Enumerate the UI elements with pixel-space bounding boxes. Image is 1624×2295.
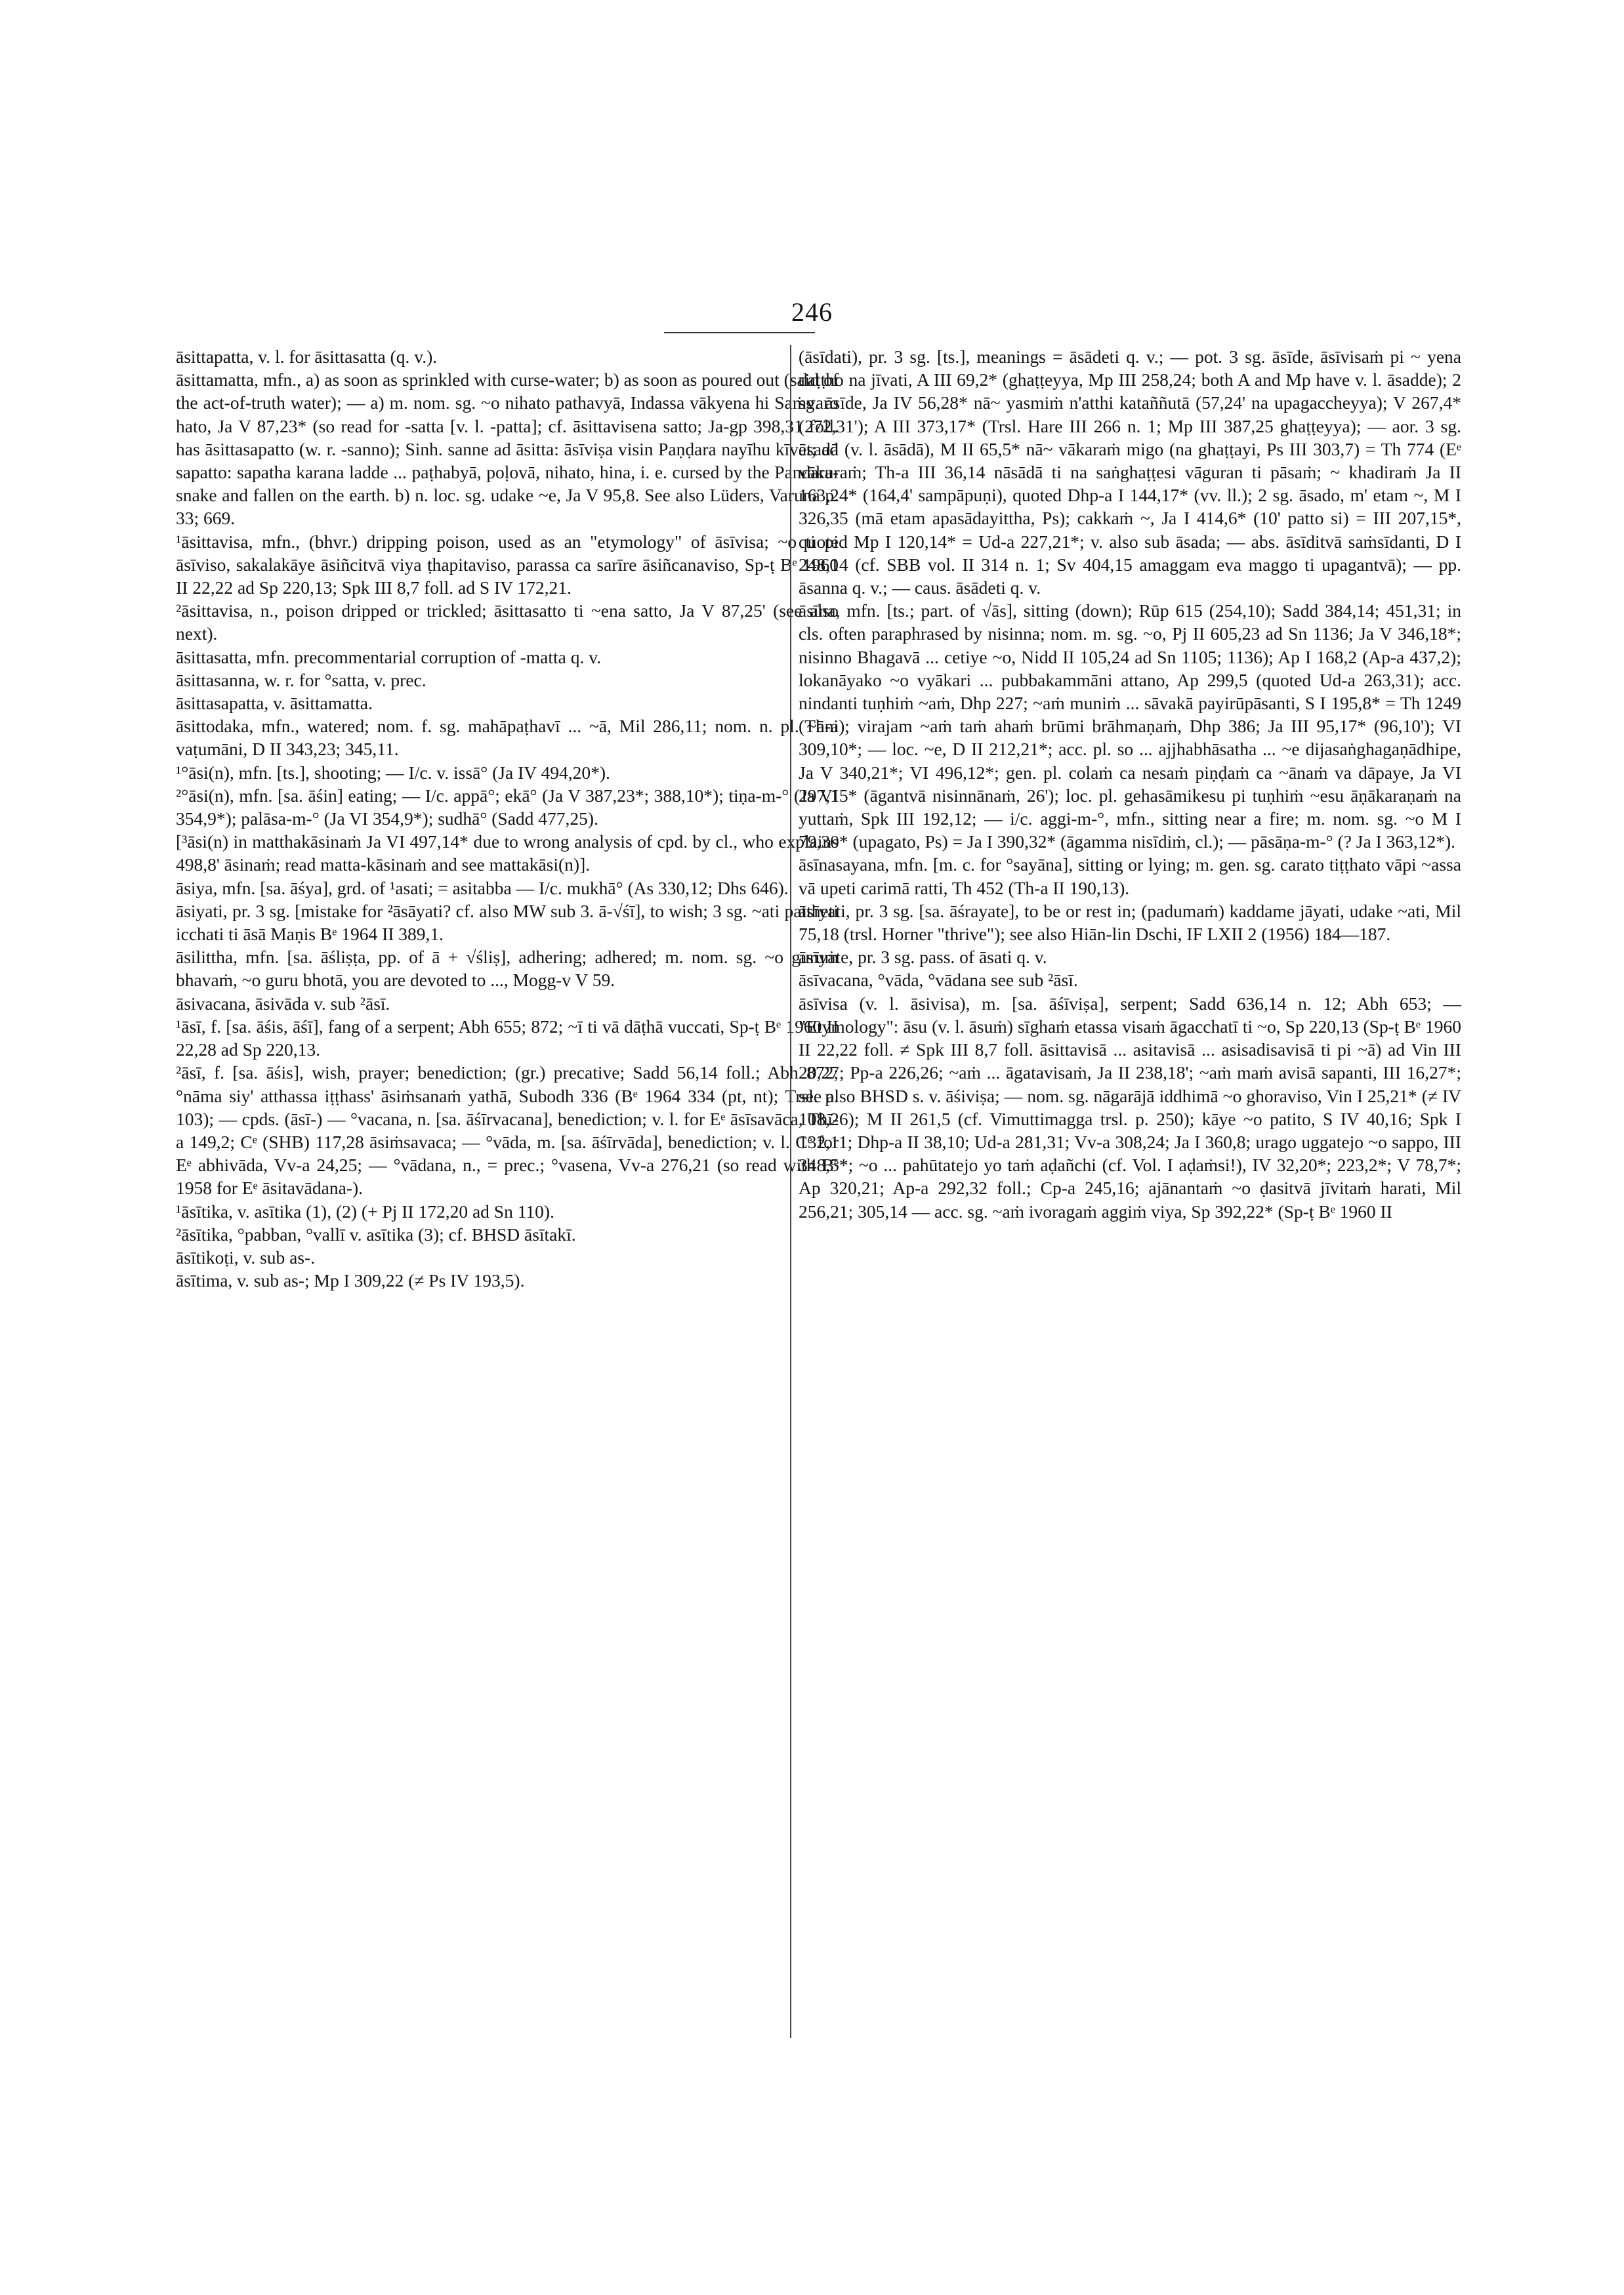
dictionary-entry: āsivacana, āsivāda v. sub ²āsī. [176,993,390,1014]
right-column [799,345,1461,1223]
dictionary-entry: āsīyate, pr. 3 sg. pass. of āsati q. v. [799,947,1047,968]
dictionary-entry: ¹āsītika, v. asītika (1), (2) (+ Pj II 172,20 ad Sn 110). [176,1201,554,1222]
dictionary-entry: ¹°āsi(n), mfn. [ts.], shooting; — I/c. v. issā° (Ja IV 494,20*). [176,762,610,783]
dictionary-entry: ¹āsī, f. [sa. āśis, āśī], fang of a serpent; Abh 655; 872; ~ī ti vā dāṭhā vuccati, Sp-ṭ Bᵉ 1960 II 22,28 ad Sp 220,13. [176,1016,839,1060]
dictionary-entry: ²°āsi(n), mfn. [sa. āśin] eating; — I/c. appā°; ekā° (Ja V 387,23*; 388,10*); tiṇa-m-° (Ja VI 354,9*); palāsa-m-° (Ja VI 354,9*); sudhā° (Sadd 477,25). [176,785,839,829]
dictionary-entry: āsīvacana, °vāda, °vādana see sub ²āsī. [799,970,1078,991]
dictionary-entry: āsittamatta, mfn., a) as soon as sprinkled with curse-water; b) as soon as poured out (said of the act-of-truth water); — a) m. nom. sg. ~o nihato pathavyā, Indassa vākyena hi Saṁvaro hato, Ja V 87,23* (so read for -satta [v. l. -patta]; cf. āsittavisena satto; Ja-gp 398,31 foll. has āsittasapatto (w. r. -sanno); Sinh. sanne ad āsitta: āsīviṣa visin Paṇḍara nayīhu kīvet; ad sapatto: sapatha karana ladde ... paṭhabyā, poḷovā, nihato, hina, i. e. cursed by the Pandara-snake and fallen on the earth. b) n. loc. sg. udake ~e, Ja V 95,8. See also Lüders, Varuna p. 33; 669. [176,369,839,529]
dictionary-entry: ²āsittavisa, n., poison dripped or trickled; āsittasatto ti ~ena satto, Ja V 87,25' (see also next). [176,600,839,644]
dictionary-entry: āsīna, mfn. [ts.; part. of √ās], sitting (down); Rūp 615 (254,10); Sadd 384,14; 451,31; in cls. often paraphrased by nisinna; nom. m. sg. ~o, Pj II 605,23 ad Sn 1136; Ja V 346,18*; nisinno Bhagavā ... cetiye ~o, Nidd II 105,24 ad Sn 1105; 1136); Ap I 168,2 (Ap-a 437,2); lokanāyako ~o vyākari ... pubbakammāni attano, Ap 299,5 (quoted Ud-a 263,31); acc. nindanti tuṇhiṁ ~aṁ, Dhp 227; ~aṁ muniṁ ... sāvakā payirūpāsanti, S I 195,8* = Th 1249 (Th-a); virajam ~aṁ taṁ ahaṁ brūmi brāhmaṇaṁ, Dhp 386; Ja III 95,17* (96,10'); VI 309,10*; — loc. ~e, D II 212,21*; acc. pl. so ... ajjhabhāsatha ... ~e dijasaṅghagaṇādhipe, Ja V 340,21*; VI 496,12*; gen. pl. colaṁ ca nesaṁ piṇḍaṁ ca ~ānaṁ va dāpaye, Ja VI 297,15* (āgantvā nisinnānaṁ, 26'); loc. pl. gehasāmikesu pi tuṇhiṁ ~esu āṇākaraṇaṁ na yuttaṁ, Spk III 192,12; — i/c. aggi-m-°, mfn., sitting near a fire; m. nom. sg. ~o M I 79,30* (upagato, Ps) = Ja I 390,32* (āgamma nisīdiṁ, cl.); — pāsāṇa-m-° (? Ja I 363,12*). [799,600,1461,852]
dictionary-entry: āsiya, mfn. [sa. āśya], grd. of ¹asati; = asitabba — I/c. mukhā° (As 330,12; Dhs 646). [176,877,789,898]
dictionary-entry: āsittasatta, mfn. precommentarial corruption of -matta q. v. [176,646,602,667]
dictionary-entry: āsittodaka, mfn., watered; nom. f. sg. mahāpaṭhavī ... ~ā, Mil 286,11; nom. n. pl. ~āni vaṭumāni, D II 343,23; 345,11. [176,716,839,760]
dictionary-entry: āsittasanna, w. r. for °satta, v. prec. [176,669,427,690]
dictionary-entry: [³āsi(n) in matthakāsinaṁ Ja VI 497,14* due to wrong analysis of cpd. by cl., who explains 498,8' āsinaṁ; read matta-kāsinaṁ and see mattakāsi(n)]. [176,831,839,875]
dictionary-entry: āsīnasayana, mfn. [m. c. for °sayāna], sitting or lying; m. gen. sg. carato tiṭṭhato vāpi ~assa vā upeti carimā ratti, Th 452 (Th-a II 190,13). [799,854,1461,898]
dictionary-entry: āsittasapatta, v. āsittamatta. [176,693,373,714]
dictionary-entry: āsiyati, pr. 3 sg. [mistake for ²āsāyati? cf. also MW sub 3. ā-√śī], to wish; 3 sg. ~ati pattheti icchati ti āsā Maṇis Bᵉ 1964 II 389,1. [176,900,839,945]
page-number: 246 [791,297,833,327]
dictionary-entry: āsītikoṭi, v. sub as-. [176,1247,316,1268]
left-column [176,345,839,1292]
dictionary-entry: āsīvisa (v. l. āsivisa), m. [sa. āśīviṣa], serpent; Sadd 636,14 n. 12; Abh 653; — "Etymology": āsu (v. l. āsuṁ) sīghaṁ etassa visaṁ āgacchatī ti ~o, Sp 220,13 (Sp-ṭ Bᵉ 1960 II 22,22 foll. ≠ Spk III 8,7 foll. āsittavisā ... asitavisā ... asisadisavisā ti pi ~ā) ad Vin III 20,27; Pp-a 226,26; ~aṁ ... āgatavisaṁ, Ja II 238,18'; ~aṁ maṁ avisā sapanti, III 16,27*; see also BHSD s. v. āśiviṣa; — nom. sg. nāgarājā iddhimā ~o ghoraviso, Vin I 25,21* (≠ IV 108,26); M II 261,5 (cf. Vimuttimagga trsl. p. 250); kāye ~o patito, S IV 40,16; Spk I 132,11; Dhp-a II 38,10; Ud-a 281,31; Vv-a 308,24; Ja I 360,8; urago uggatejo ~o sappo, III 348,5*; ~o ... pahūtatejo yo taṁ aḍañchi (cf. Vol. I aḍaṁsi!), IV 32,20*; 223,2*; V 78,7*; Ap 320,21; Ap-a 292,32 foll.; Cp-a 245,16; ajānantaṁ ~o ḍasitvā jīvitaṁ harati, Mil 256,21; 305,14 — acc. sg. ~aṁ ivoragaṁ aggiṁ viya, Sp 392,22* (Sp-ṭ Bᵉ 1960 II [799,993,1461,1222]
dictionary-entry: āsīyati, pr. 3 sg. [sa. āśrayate], to be or rest in; (padumaṁ) kaddame jāyati, udake ~ati, Mil 75,18 (trsl. Horner "thrive"); see also Hiān-lin Dschi, IF LXII 2 (1956) 184—187. [799,900,1461,945]
dictionary-entry: ¹āsittavisa, mfn., (bhvr.) dripping poison, used as an "etymology" of āsīvisa; ~o ti pi āsīviso, sakalakāye āsiñcitvā viya ṭhapitaviso, parassa ca sarīre āsiñcanaviso, Sp-ṭ Bᵉ 1960 II 22,22 ad Sp 220,13; Spk III 8,7 foll. ad S IV 172,21. [176,531,839,598]
header-rule [664,332,815,333]
dictionary-entry: ²āsī, f. [sa. āśis], wish, prayer; benediction; (gr.) precative; Sadd 56,14 foll.; Abh 872; °nāma siy' atthassa iṭṭhass' āsiṁsanaṁ yathā, Subodh 336 (Bᵉ 1964 334 (pt, nt); Trsl. p. 103); — cpds. (āsī-) — °vacana, n. [sa. āśīrvacana], benediction; v. l. for Eᵉ āsīsavāca, Thī-a 149,2; Cᵉ (SHB) 117,28 āsiṁsavaca; — °vāda, m. [sa. āśīrvāda], benediction; v. l. Cᵉ for Eᵉ abhivāda, Vv-a 24,25; — °vādana, n., = prec.; °vasena, Vv-a 276,21 (so read with Bᵉ 1958 for Eᵉ āsitavādana-). [176,1062,839,1199]
dictionary-entry: (āsīdati), pr. 3 sg. [ts.], meanings = āsādeti q. v.; — pot. 3 sg. āsīde, āsīvisaṁ pi ~ yena daṭṭho na jīvati, A III 69,2* (ghaṭṭeyya, Mp III 258,24; both A and Mp have v. l. āsadde); 2 sg. āsīde, Ja IV 56,28* nā~ yasmiṁ n'atthi kataññutā (57,24' na upagaccheyya); V 267,4* (272,31'); A III 373,17* (Trsl. Hare III 266 n. 1; Mp III 387,25 ghaṭṭeyya); — aor. 3 sg. āsadā (v. l. āsādā), M II 65,5* nā~ vākaraṁ migo (na ghaṭṭayi, Ps III 303,7) = Th 774 (Eᵉ vākuraṁ; Th-a III 36,14 nāsādā ti na saṅghaṭṭesi vāguran ti pāsaṁ; ~ khadiraṁ Ja II 163,24* (164,4' sampāpuṇi), quoted Dhp-a I 144,17* (vv. ll.); 2 sg. āsado, m' etam ~, M I 326,35 (mā etam apasādayittha, Ps); cakkaṁ ~, Ja I 414,6* (10' patto si) = III 207,15*, quoted Mp I 120,14* = Ud-a 227,21*; v. also sub āsada; — abs. āsīditvā saṁsīdanti, D I 248,14 (cf. SBB vol. II 314 n. 1; Sv 404,15 amaggam eva maggo ti upagantvā); — pp. āsanna q. v.; — caus. āsādeti q. v. [799,346,1461,598]
dictionary-entry: āsītima, v. sub as-; Mp I 309,22 (≠ Ps IV 193,5). [176,1270,525,1291]
column-divider [790,345,791,2038]
dictionary-entry: ²āsītika, °pabban, °vallī v. asītika (3); cf. BHSD āsītakī. [176,1224,576,1245]
dictionary-entry: āsilittha, mfn. [sa. āśliṣṭa, pp. of ā + √śliṣ], adhering; adhered; m. nom. sg. ~o guruṁ bhavaṁ, ~o guru bhotā, you are devoted to ..., Mogg-v V 59. [176,947,839,991]
dictionary-entry: āsittapatta, v. l. for āsittasatta (q. v.). [176,346,438,367]
